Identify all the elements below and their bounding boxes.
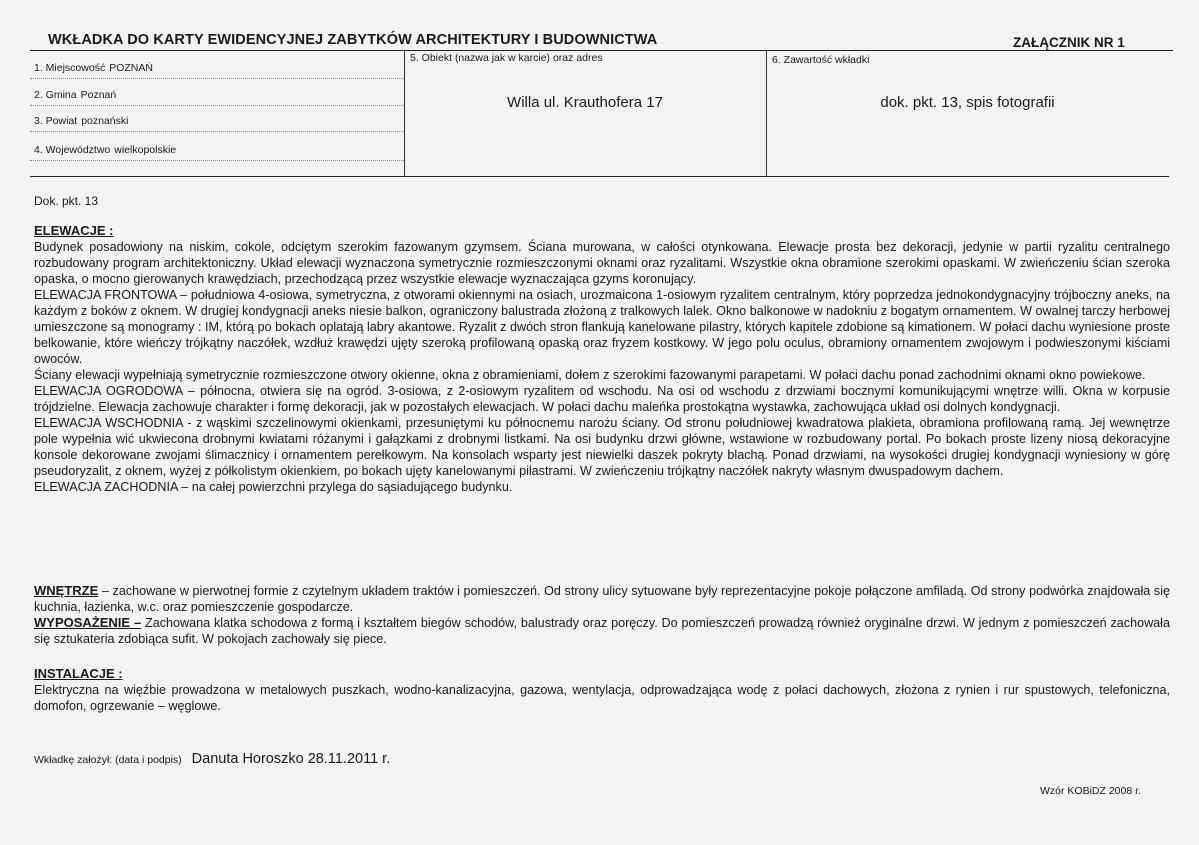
document-reference: Dok. pkt. 13 — [34, 194, 99, 208]
paragraph: Zachowana klatka schodowa z formą i kształtem biegów schodów, balustrady oraz poręczy. Do pomieszczeń prowadzą również oryginalne drzwi. W jednym z pomieszczeń zachowała się sztukateria zdobiąca sufit. W pokojach zachowały się piece. — [34, 616, 1170, 646]
paragraph: Budynek posadowiony na niskim, cokole, odciętym szerokim fazowanym gzymsem. Ściana murowana, w całości otynkowana. Elewacje prosta bez dekoracji, jedynie w partii ryzalitu centralnego rozbudowany program architektoniczny. Układ elewacji wyznaczona symetrycznie rozmieszczonymi oknami oraz ryzalitami. Wszystkie okna obramione szerokimi opaskami. W zwieńczeniu ścian szeroka opaska, o mocno gierowanych krawędziach, przechodzącą przez wszystkie elewacje wyznaczająca gzyms koronujący. — [34, 240, 1170, 286]
paragraph: – zachowane w pierwotnej formie z czytelnym układem traktów i pomieszczeń. Od strony ulicy sytuowane były reprezentacyjne pokoje połączone amfiladą. Od strony podwórka znajdowała się kuchnia, łazienka, w.c. oraz pomieszczenie gospodarcze. — [34, 584, 1171, 614]
field-wojewodztwo — [30, 140, 404, 161]
signature-value: Danuta Horoszko 28.11.2011 r. — [191, 751, 391, 767]
content-box-value: dok. pkt. 13, spis fotografii — [880, 94, 1055, 111]
field-label: 4. Województwo — [34, 144, 111, 156]
field-label: 1. Miejscowość — [34, 62, 106, 74]
paragraph: ELEWACJA ZACHODNIA – na całej powierzchni przylega do sąsiadującego budynku. — [34, 480, 513, 494]
field-value: wielkopolskie — [114, 144, 177, 156]
section-elewacje — [34, 223, 1170, 495]
object-box-label: 5. Obiekt (nazwa jak w karcie) oraz adres — [410, 52, 603, 64]
section-heading: WNĘTRZE — [34, 583, 99, 598]
field-gmina — [30, 85, 404, 106]
form-version: Wzór KOBiDZ 2008 r. — [1040, 785, 1141, 797]
object-box-value: Willa ul. Krauthofera 17 — [507, 94, 663, 111]
field-label: 2. Gmina — [34, 89, 77, 101]
section-instalacje — [34, 666, 1170, 714]
section-wyposazenie — [34, 615, 1170, 647]
section-heading: ELEWACJE : — [34, 223, 114, 238]
header-bottom-rule — [30, 176, 1169, 177]
attachment-number: ZAŁĄCZNIK NR 1 — [1013, 35, 1125, 50]
field-label: 3. Powiat — [34, 115, 78, 127]
section-heading: WYPOSAŻENIE – — [34, 615, 142, 630]
signature-label: Wkładkę założył: (data i podpis) — [34, 754, 182, 766]
section-heading: INSTALACJE : — [34, 666, 123, 681]
field-value: poznański — [81, 115, 129, 127]
paragraph: Ściany elewacji wypełniają symetrycznie rozmieszczone otwory okienne, okna z obramieniami, dołem z szerokimi fazowanymi parapetami. W połaci dachu ponad zachodnimi oknami okno powiekowe. — [34, 368, 1146, 382]
section-wnetrze — [34, 583, 1170, 615]
column-divider-1 — [404, 50, 405, 176]
content-box-label: 6. Zawartość wkładki — [772, 54, 870, 66]
paragraph: ELEWACJA OGRODOWA – północna, otwiera się na ogród. 3-osiowa, z 2-osiowym ryzalitem od wschodu. Na osi od wschodu z drzwiami bocznymi komunikującymi wnętrze willi. Okna w korpusie trójdzielne. Elewacja zachowuje charakter i formę dekoracji, jak w pozostałych elewacjach. W połaci dachu maleńka prostokątna wystawka, zachowująca układ osi dolnych kondygnacji. — [34, 384, 1170, 414]
paragraph: Elektryczna na więźbie prowadzona w metalowych puszkach, wodno-kanalizacyjna, gazowa, wentylacja, odprowadzająca wodę z połaci dachowych, złożona z rynien i rur spustowych, telefoniczna, domofon, ogrzewanie – węglowe. — [34, 683, 1170, 713]
form-title: WKŁADKA DO KARTY EWIDENCYJNEJ ZABYTKÓW ARCHITEKTURY I BUDOWNICTWA — [48, 32, 658, 48]
column-divider-2 — [766, 50, 767, 176]
signature-block — [34, 750, 390, 768]
paragraph: ELEWACJA FRONTOWA – południowa 4-osiowa, symetryczna, z otworami okiennymi na osiach, urozmaicona 1-osiowym ryzalitem centralnym, który poprzedza jednokondygnacyjny trójboczny aneks, na każdym z boków z oknem. W drugiej kondygnacji aneks niesie balkon, ograniczony balustrada złożoną z tralkowych lalek. Okno balkonowe w nadokniu z bogatym ornamentem. W owalnej tarczy herbowej umieszczone są monogramy : IM, którą po bokach oplatają labry akantowe. Ryzalit z dwóch stron flankują kanelowane pilastry, których kapitele zdobione są kimationem. W połaci dachu wyniesione proste belkowanie, które wieńczy trójkątny naczółek, wzdłuż krawędzi ujęty szeroką profilowaną opaską oraz fryzem kostkowy. W jego polu oculus, obramiony ornamentem zwojowym i podwieszonymi kiściami owoców. — [34, 288, 1170, 366]
field-value: POZNAŃ — [109, 62, 153, 74]
field-miejscowosc — [30, 58, 404, 79]
paragraph: ELEWACJA WSCHODNIA - z wąskimi szczelinowymi okienkami, przesuniętymi ku północnemu narożu ściany. Od stronu południowej kwadratowa plakieta, obramiona profilowaną ramą. Jej wewnętrze pole wypełnia wić ukwiecona drobnymi kwiatami różanymi i gałązkami z drobnymi listkami. Na osi budynku drzwi główne, wstawione w rozbudowany portal. Po bokach proste lizeny niosą dekoracyjne konsole dekorowane zwojami ślimacznicy i ornamentem perełkowym. Na konsolach wsparty jest niewielki daszek pokryty blachą. Ponad drzwiami, na wysokości drugiej kondygnacji wyniesiony w górę pseudoryzalit, z oknem, wyżej z półkolistym okienkiem, po bokach ujęty kanelowanymi pilastrami. W zwieńczeniu trójkątny naczółek nakryty własnym dwuspadowym dachem. — [34, 416, 1170, 478]
header-top-rule — [30, 50, 1173, 51]
field-value: Poznań — [80, 89, 117, 101]
field-powiat — [30, 111, 404, 132]
